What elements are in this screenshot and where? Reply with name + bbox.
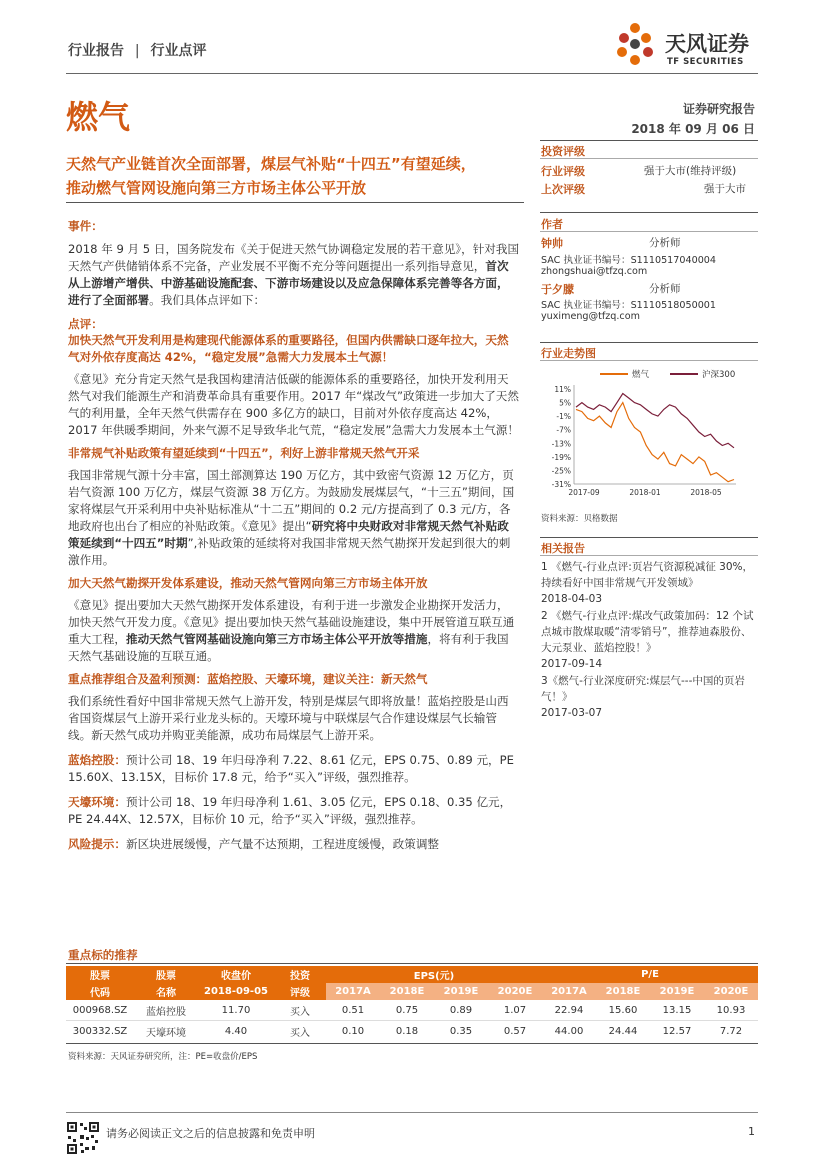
event-paragraph: 2018 年 9 月 5 日，国务院发布《关于促进天然气协调稳定发展的若干意见》，针对我国天然气产供储销体系不完备，产业发展不平衡不充分等问题提出一系列指导意见，首次从上游增产增供、中游基础设施配套、下游市场建设以及应急保障体系完善等各方面，进行了全面部署。我们具体点评如下： — [68, 242, 520, 307]
headline: 天然气产业链首次全面部署，煤层气补贴“十四五”有望延续， 推动燃气管网设施向第三方市场主体公平开放 — [66, 155, 476, 197]
trend-chart — [540, 364, 758, 504]
lanyan-paragraph: 蓝焰控股：预计公司 18、19 年归母净利 7.22、8.61 亿元，EPS 0.75、0.89 元，PE 15.60X、13.15X，目标价 17.8 元，给予“买入”评级，强烈推荐。 — [68, 753, 514, 784]
recommend-table — [66, 966, 758, 1041]
prev-rating-value: 强于大市 — [704, 183, 746, 195]
main-body — [68, 218, 520, 853]
table-title: 重点标的推荐 — [68, 948, 138, 962]
table-row: 000968.SZ 蓝焰控股 11.70 买入 0.51 0.75 0.89 1.07 22.94 15.60 13.15 10.93 — [66, 1000, 758, 1021]
section-1-title: 加快天然气开发利用是构建现代能源体系的重要路径，但国内供需缺口逐年拉大，天然气对外依存度高达 42%，“稳定发展”急需大力发展本土气源！ — [68, 333, 509, 364]
trend-rule — [540, 342, 758, 343]
related-list — [541, 559, 757, 721]
risk-paragraph: 风险提示：新区块进展缓慢，产气量不达预期，工程进度缓慢，政策调整 — [68, 837, 440, 851]
section-2-paragraph: 我国非常规气源十分丰富，国土部测算达 190 万亿方，其中致密气资源 12 万亿方，页岩气资源 100 万亿方，煤层气资源 38 万亿方。为鼓励发展煤层气，“十三五”期间，国家将煤层气开采利用中央补贴标准从“十二五”期间的 0.2 元/方提高到了 0.3 元/方，各地政府也出台了相应的补贴政策。《意见》提出“研究将中央财政对非常规天然气补贴政策延续到“十四五”时期”,补贴政策的延续将对我国非常规天然气勘探开发起到很大的刺激作用。 — [68, 468, 515, 567]
related-title: 相关报告 — [541, 542, 585, 555]
table-subheader-row: 代码 名称 2018-09-05 评级 2017A 2018E 2019E 2020E 2017A 2018E 2019E 2020E — [66, 983, 758, 1000]
rating-divider — [540, 158, 758, 159]
y-tick-label: 5% — [559, 398, 571, 408]
rating-title: 投资评级 — [541, 145, 585, 158]
sidebar-rule-top — [540, 140, 758, 141]
y-tick-label: -25% — [551, 466, 571, 476]
author-role: 分析师 — [649, 237, 681, 249]
author-name: 于夕朦 — [541, 283, 574, 296]
tianhao-paragraph: 天壕环境：预计公司 18、19 年归母净利 1.61、3.05 亿元，EPS 0.18、0.35 亿元，PE 24.44X、12.57X，目标价 10 元，给予“买入”评级，强烈推荐。 — [68, 795, 512, 826]
author-role: 分析师 — [649, 283, 681, 295]
author-email[interactable]: yuximeng@tfzq.com — [541, 311, 640, 322]
y-tick-label: -7% — [556, 425, 571, 435]
author-cert: SAC 执业证书编号：S1110518050001 — [541, 300, 717, 311]
legend-label: 沪深300 — [702, 370, 736, 380]
table-source: 资料来源：天风证券研究所，注：PE=收盘价/EPS — [68, 1052, 258, 1062]
event-title: 事件： — [68, 219, 103, 233]
authors-rule — [540, 212, 758, 213]
table-rule — [66, 963, 758, 964]
industry-rating-label: 行业评级 — [541, 165, 585, 178]
table-header-row: 股票 股票 收盘价 投资 EPS(元) P/E — [66, 966, 758, 983]
logo-name: 天风证券 — [665, 32, 749, 56]
logo-en: TF SECURITIES — [667, 57, 744, 67]
chart-x-axis — [568, 484, 736, 497]
section-3-title: 加大天然气勘探开发体系建设，推动天然气管网向第三方市场主体开放 — [68, 576, 428, 590]
related-item[interactable]: 1 《燃气-行业点评:页岩气资源税减征 30%，持续看好中国非常规气开发领域》 2018-04-03 — [541, 561, 754, 605]
author-email[interactable]: zhongshuai@tfzq.com — [541, 266, 648, 277]
author-cert: SAC 执业证书编号：S1110517040004 — [541, 255, 717, 266]
label-right: 证券研究报告 — [682, 102, 755, 116]
author-name: 钟帅 — [541, 237, 563, 250]
chart-y-axis — [552, 385, 574, 489]
chart-legend — [600, 369, 735, 380]
related-rule — [540, 537, 758, 538]
headline-rule — [66, 202, 524, 203]
x-tick-label: 2018-05 — [690, 488, 722, 497]
related-item[interactable]: 3《燃气-行业深度研究:煤层气---中国的页岩气！》 2017-03-07 — [541, 675, 745, 719]
authors-divider — [540, 231, 758, 232]
section-4-title: 重点推荐组合及盈利预测：蓝焰控股、天壕环境，建议关注：新天然气 — [68, 672, 428, 686]
x-tick-label: 2018-01 — [629, 488, 661, 497]
legend-label: 燃气 — [632, 370, 650, 380]
industry-title: 燃气 — [66, 98, 131, 136]
section-4-paragraph: 我们系统性看好中国非常规天然气上游开发，特别是煤层气即将放量！蓝焰控股是山西省国资煤层气上游开采行业龙头标的。天壕环境与中联煤层气合作建设煤层气长输管线。新天然气成功并购亚美能源，成功布局煤层气上游开采。 — [68, 694, 509, 742]
y-tick-label: -1% — [556, 412, 571, 422]
section-3-paragraph: 《意见》提出要加大天然气勘探开发体系建设，有利于进一步激发企业勘探开发活力，加快天然气开发力度。《意见》提出要加快天然气基础设施建设，集中开展管道互联互通重大工程，推动天然气管网基础设施向第三方市场主体公平开放等措施，将有利于我国天然气基础设施的互联互通。 — [68, 598, 515, 663]
industry-rating-value: 强于大市(维持评级) — [644, 165, 737, 177]
chart-source: 资料来源：贝格数据 — [541, 514, 618, 524]
qr-code-icon — [66, 1121, 100, 1155]
chart-lines — [576, 394, 734, 482]
tf-logo — [610, 20, 770, 75]
prev-rating-label: 上次评级 — [541, 183, 585, 196]
header-rule — [66, 73, 758, 74]
trend-divider — [540, 360, 758, 361]
section-1-paragraph: 《意见》充分肯定天然气是我国构建清洁低碳的能源体系的重要路径，加快开发利用天然气对我们能源生产和消费革命具有重要作用。2017 年“煤改气”政策进一步加大了天然气的利用量，全年天然气供需存在 900 多亿方的缺口，目前对外依存度高达 42%，2017 年供暖季期间，外来气源不足导致华北气荒，“稳定发展”急需大力发展本土气源！ — [68, 372, 519, 437]
trend-title: 行业走势图 — [541, 347, 596, 360]
comment-title: 点评： — [68, 317, 103, 331]
y-tick-label: 11% — [554, 385, 571, 394]
related-item[interactable]: 2 《燃气-行业点评:煤改气政策加码：12 个试点城市散煤取暖“清零销号”，推荐迪森股份、大元泵业、蓝焰控股！》 2017-09-14 — [541, 610, 754, 670]
tf-logo-icon — [610, 20, 660, 70]
report-type: 行业报告 | 行业点评 — [68, 43, 207, 59]
report-date: 2018 年 09 月 06 日 — [631, 122, 755, 136]
authors-title: 作者 — [541, 218, 563, 231]
disclaimer[interactable]: 请务必阅读正文之后的信息披露和免责申明 — [106, 1127, 315, 1140]
y-tick-label: -31% — [551, 480, 571, 489]
x-tick-label: 2017-09 — [568, 488, 600, 497]
y-tick-label: -19% — [551, 452, 571, 462]
y-tick-label: -13% — [551, 439, 571, 449]
footer-rule — [66, 1112, 758, 1113]
table-bottom-rule — [66, 1043, 758, 1044]
related-divider — [540, 555, 758, 556]
table-row: 300332.SZ 天壕环境 4.40 买入 0.10 0.18 0.35 0.57 44.00 24.44 12.57 7.72 — [72, 1025, 743, 1039]
series-line-沪深300 — [576, 394, 734, 448]
page-number: 1 — [748, 1125, 755, 1138]
section-2-title: 非常规气补贴政策有望延续到“十四五”，利好上游非常规天然气开采 — [68, 446, 420, 460]
